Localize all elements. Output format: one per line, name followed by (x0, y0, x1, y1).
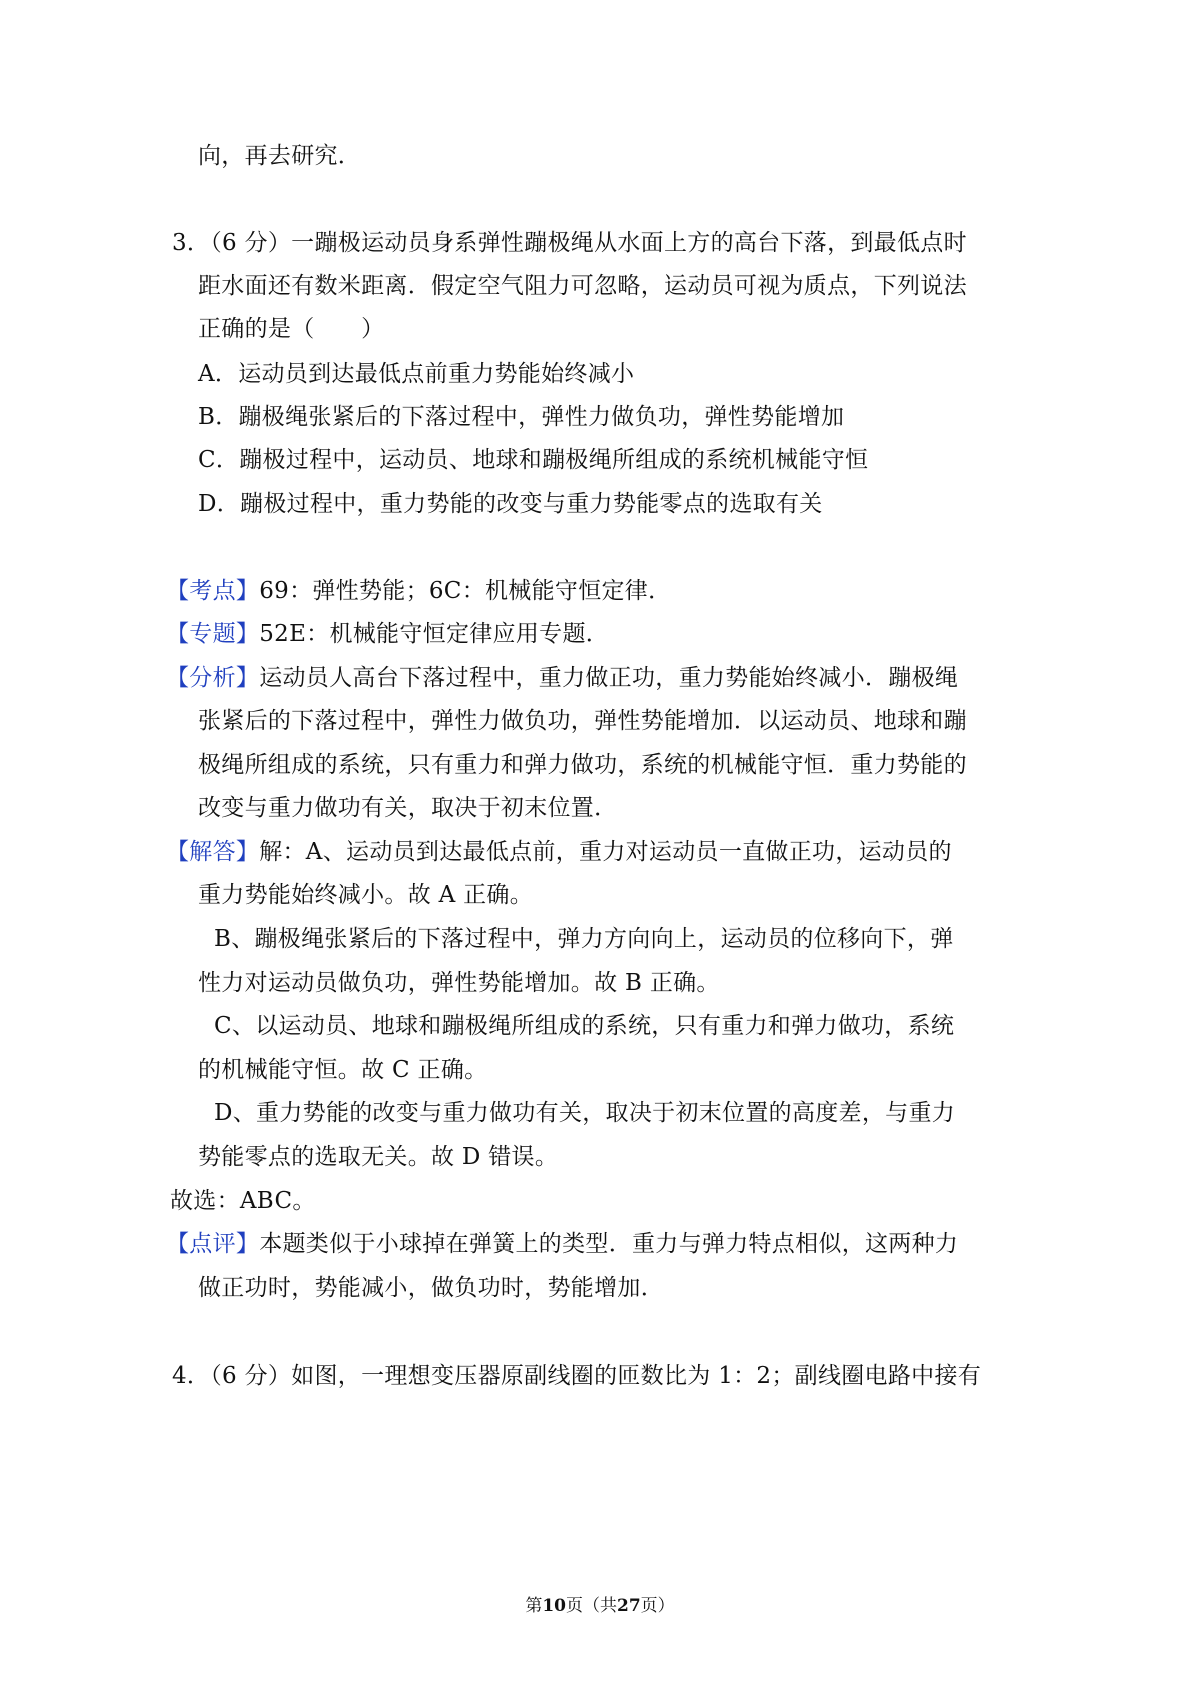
jieda-tag: 【解答】 (166, 839, 260, 865)
jieda-line-7: D、重力势能的改变与重力做功有关，取决于初末位置的高度差，与重力 (214, 1100, 956, 1126)
q3-stem-line-1 (172, 227, 967, 259)
q3-option-b: B．蹦极绳张紧后的下落过程中，弹性力做负功，弹性势能增加 (198, 404, 845, 430)
jieda-line-5: C、以运动员、地球和蹦极绳所组成的系统，只有重力和弹力做功，系统 (214, 1013, 955, 1039)
q3-option-a: A．运动员到达最低点前重力势能始终减小 (198, 361, 635, 387)
zhuanti-text: 52E：机械能守恒定律应用专题． (259, 621, 610, 647)
fenxi-line-1 (166, 662, 958, 694)
fenxi-first: 运动员人高台下落过程中，重力做正功，重力势能始终减小．蹦极绳 (259, 665, 959, 691)
jieda-first: 解：A、运动员到达最低点前，重力对运动员一直做正功，运动员的 (259, 839, 952, 865)
dianping-first: 本题类似于小球掉在弹簧上的类型．重力与弹力特点相似，这两种力 (259, 1231, 959, 1257)
zhuanti-line (166, 618, 609, 650)
kaodian-text: 69：弹性势能；6C：机械能守恒定律． (259, 578, 672, 604)
dianping-line-1 (166, 1228, 958, 1260)
footer-total-pages: 27 (617, 1596, 641, 1616)
dianping-tag: 【点评】 (166, 1231, 260, 1257)
fenxi-line-3: 极绳所组成的系统，只有重力和弹力做功，系统的机械能守恒．重力势能的 (198, 752, 967, 778)
dianping-line-2: 做正功时，势能减小，做负功时，势能增加． (198, 1275, 664, 1301)
answer-line: 故选：ABC。 (170, 1188, 316, 1214)
kaodian-line (166, 575, 671, 607)
fenxi-tag: 【分析】 (166, 665, 260, 691)
fenxi-line-4: 改变与重力做功有关，取决于初末位置． (198, 795, 618, 821)
jieda-line-3: B、蹦极绳张紧后的下落过程中，弹力方向向上，运动员的位移向下，弹 (214, 926, 954, 952)
q4-stem-line-1: 4．（6 分）如图，一理想变压器原副线圈的匝数比为 1：2；副线圈电路中接有 (172, 1363, 982, 1389)
footer-mid: 页（共 (566, 1596, 617, 1616)
q3-stem-text: 3．（6 分）一蹦极运动员身系弹性蹦极绳从水面上方的高台下落，到最低点时 (172, 230, 967, 256)
jieda-line-6: 的机械能守恒。故 C 正确。 (198, 1057, 488, 1083)
continuation-text: 向，再去研究． (198, 143, 362, 169)
fenxi-line-2: 张紧后的下落过程中，弹性力做负功，弹性势能增加．以运动员、地球和蹦 (198, 708, 967, 734)
jieda-line-2: 重力势能始终减小。故 A 正确。 (198, 882, 534, 908)
footer-page-number: 10 (542, 1596, 566, 1616)
q3-stem-line-2: 距水面还有数米距离．假定空气阻力可忽略，运动员可视为质点，下列说法 (198, 273, 967, 299)
kaodian-tag: 【考点】 (166, 578, 260, 604)
jieda-line-1 (166, 836, 952, 868)
zhuanti-tag: 【专题】 (166, 621, 260, 647)
page-footer (0, 1594, 1200, 1618)
footer-prefix: 第 (525, 1596, 543, 1616)
jieda-line-4: 性力对运动员做负功，弹性势能增加。故 B 正确。 (198, 970, 720, 996)
q3-stem-line-3: 正确的是（ ） (198, 316, 385, 342)
jieda-line-8: 势能零点的选取无关。故 D 错误。 (198, 1144, 559, 1170)
q3-option-c: C．蹦极过程中，运动员、地球和蹦极绳所组成的系统机械能守恒 (198, 447, 869, 473)
q3-option-d: D．蹦极过程中，重力势能的改变与重力势能零点的选取有关 (198, 491, 823, 517)
footer-suffix: 页） (640, 1596, 675, 1616)
